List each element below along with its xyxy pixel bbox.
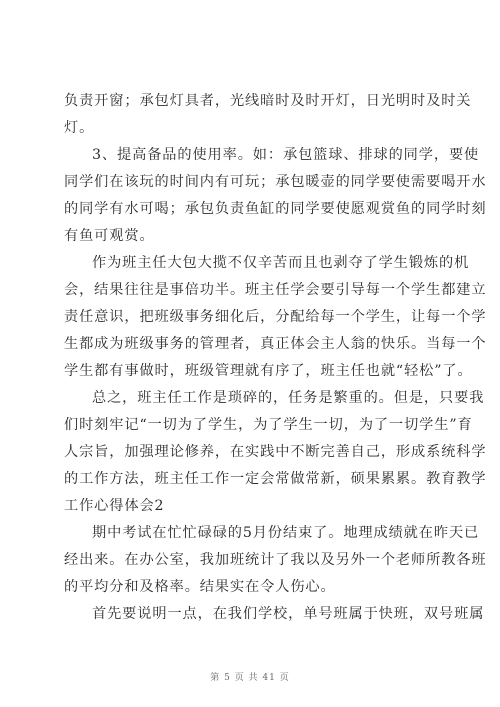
paragraph-line: 的工作方法，班主任工作一定会常做常新，硕果累累。教育教学 [64, 471, 487, 487]
paragraph-line: 经出来。在办公室，我加班统计了我以及另外一个老师所教各班 [64, 552, 487, 568]
paragraph-line: 的同学有水可喝；承包负责鱼缸的同学要使愿观赏鱼的同学时刻 [64, 201, 487, 217]
section-heading: 工作心得体会2 [64, 498, 165, 514]
page-number-footer: 第 5 页 共 41 页 [210, 673, 290, 683]
paragraph-line: 有鱼可观赏。 [64, 228, 155, 244]
paragraph-line: 首先要说明一点，在我们学校，单号班属于快班，双号班属 [92, 606, 485, 622]
paragraph-line: 的平均分和及格率。结果实在令人伤心。 [64, 579, 336, 595]
paragraph-line: 总之，班主任工作是琐碎的，任务是繁重的。但是，只要我 [92, 390, 485, 406]
paragraph-line: 生都成为班级事务的管理者，真正体会主人翁的快乐。当每一个 [64, 336, 487, 352]
paragraph-line: 们时刻牢记“一切为了学生，为了学生一切，为了一切学生”育 [64, 417, 473, 433]
paragraph-line: 负责开窗；承包灯具者，光线暗时及时开灯，日光明时及时关 [64, 93, 472, 109]
paragraph-line: 责任意识，把班级事务细化后，分配给每一个学生，让每一个学 [64, 309, 487, 325]
paragraph-line: 灯。 [64, 120, 95, 136]
paragraph-line: 同学们在该玩的时间内有可玩；承包暖壶的同学要使需要喝开水 [64, 174, 487, 190]
paragraph-line: 3、提高备品的使用率。如：承包篮球、排球的同学，要使 [92, 147, 480, 163]
paragraph-line: 学生都有事做时，班级管理就有序了，班主任也就“轻松”了。 [64, 363, 473, 379]
paragraph-line: 人宗旨，加强理论修养，在实践中不断完善自己，形成系统科学 [64, 444, 487, 460]
paragraph-line: 作为班主任大包大揽不仅辛苦而且也剥夺了学生锻炼的机 [92, 255, 470, 271]
paragraph-line: 会，结果往往是事倍功半。班主任学会要引导每一个学生都建立 [64, 282, 487, 298]
paragraph-line: 期中考试在忙忙碌碌的5月份结束了。地理成绩就在昨天已 [92, 525, 480, 541]
